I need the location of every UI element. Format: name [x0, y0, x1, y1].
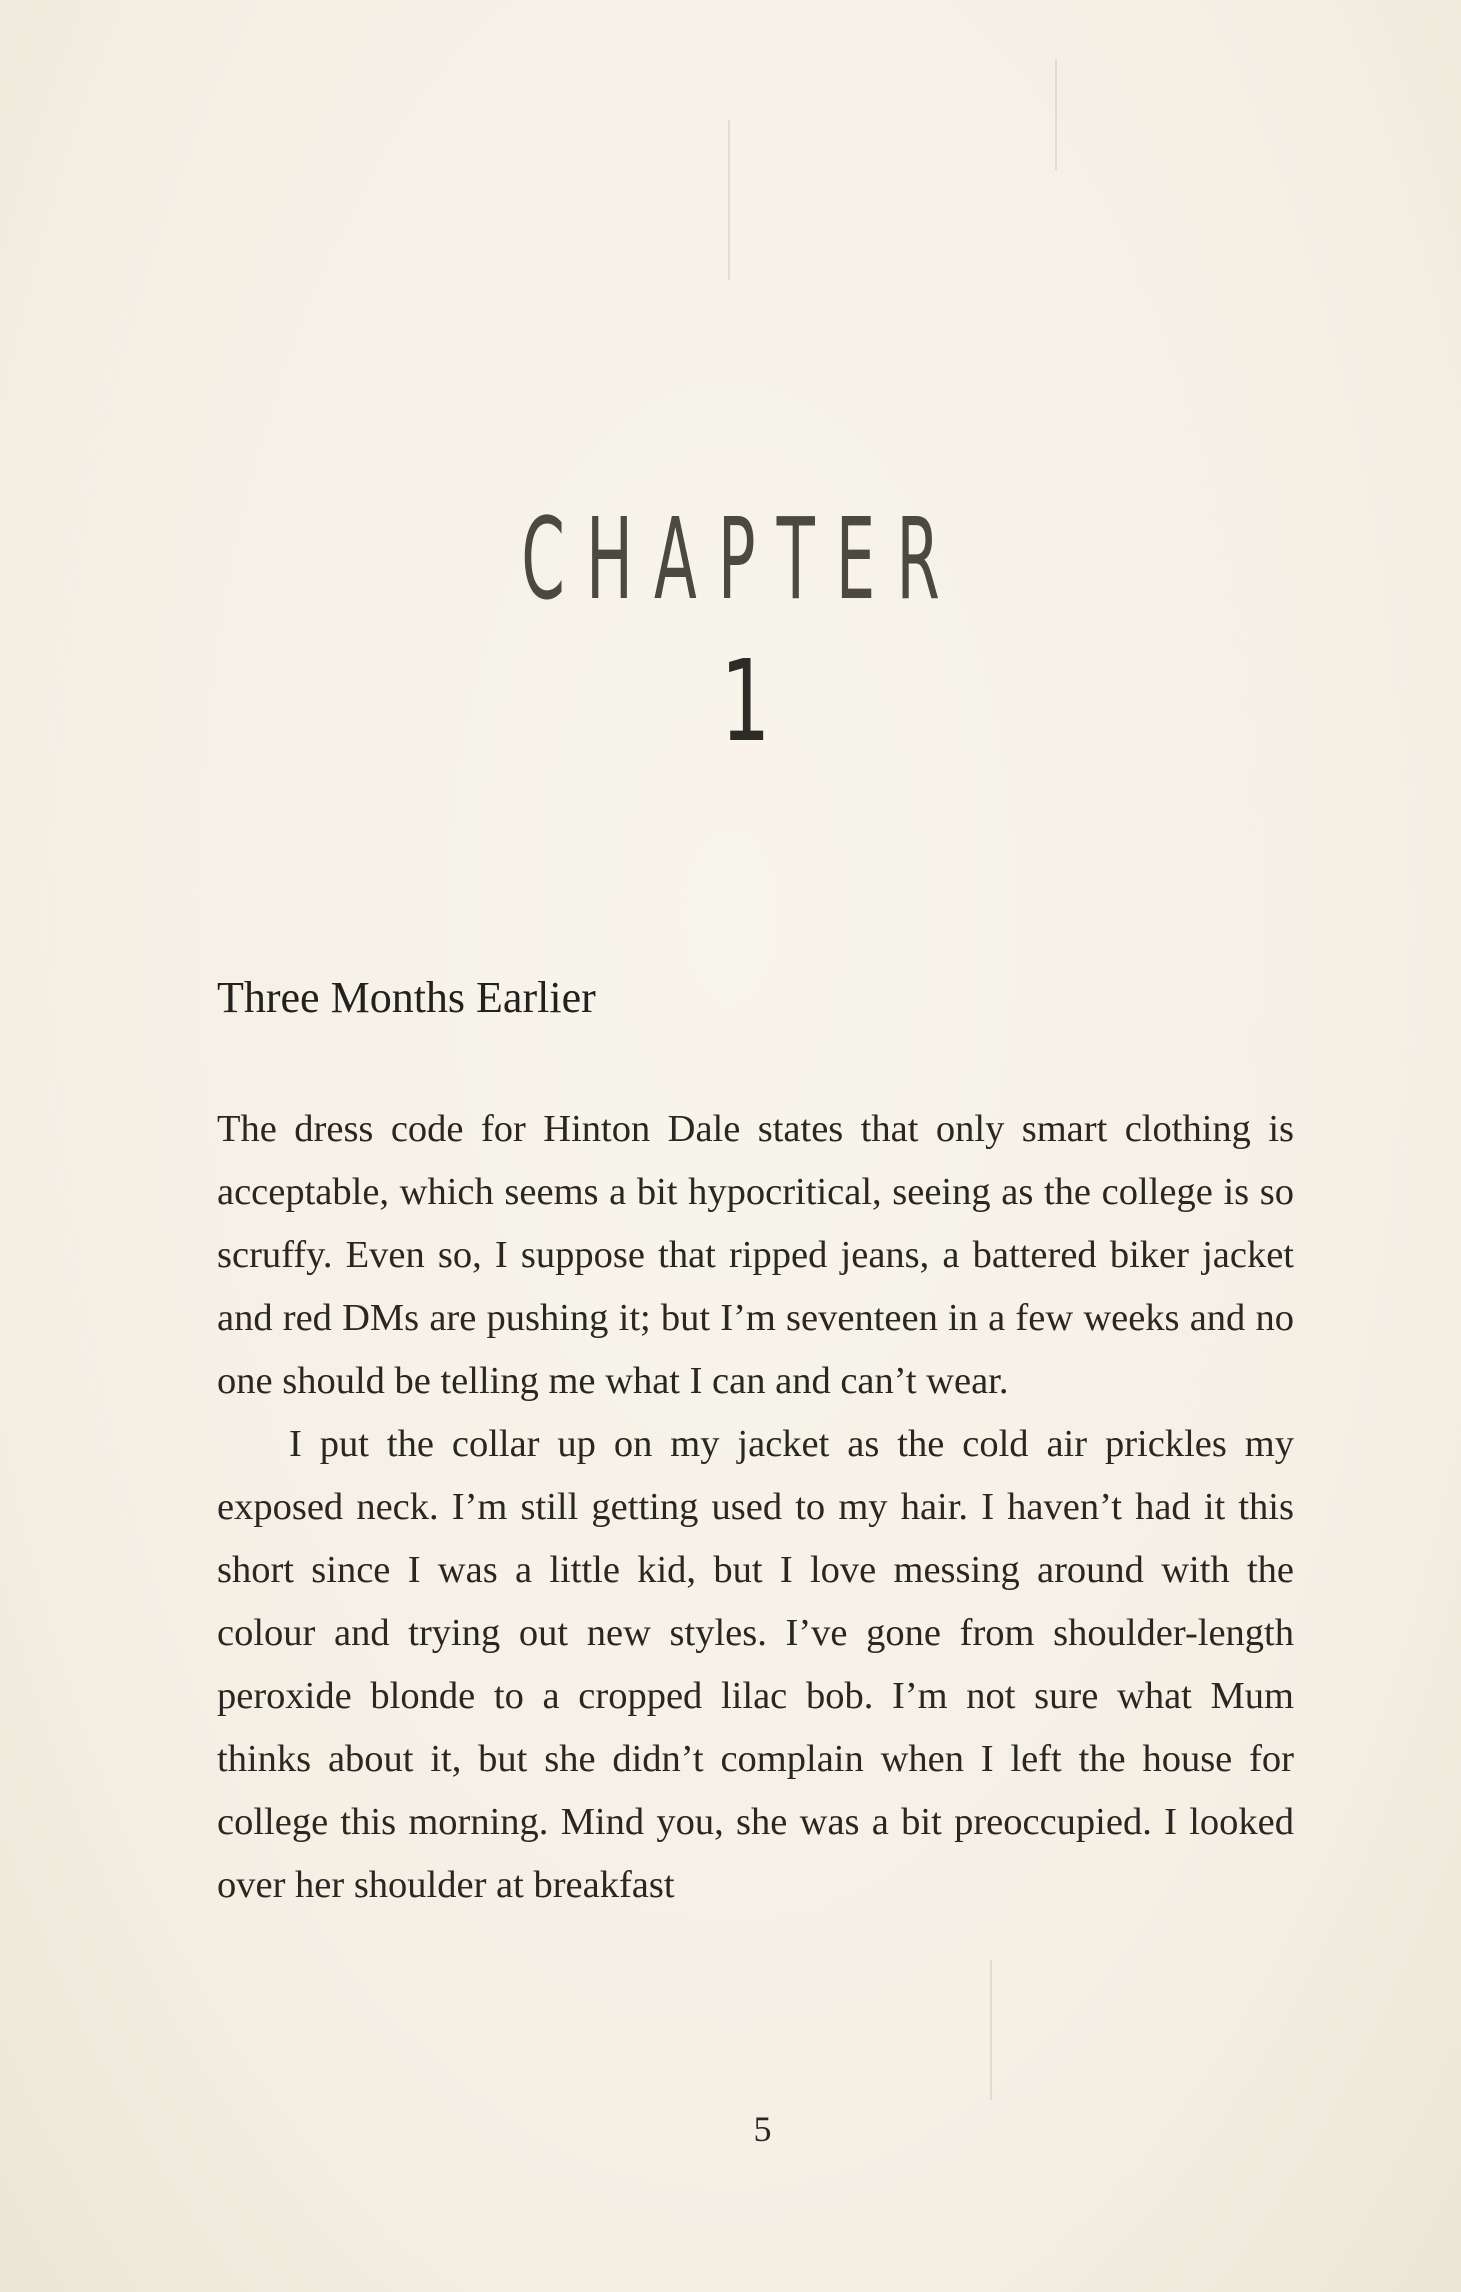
chapter-label: CHAPTER: [521, 495, 961, 625]
paragraph: The dress code for Hinton Dale states that only smart clothing is acceptable, which seems a bit hypocritical, seeing as the college is so scruffy. Even so, I suppose that ripped jeans, a battered biker jacket and red DMs are pushing it; but I’m seventeen in a few weeks and no one should be telling me what I can and can’t wear.: [217, 1108, 1294, 1402]
section-title: Three Months Earlier: [217, 973, 596, 1022]
page-number: 5: [753, 2109, 772, 2149]
body-text: [217, 1098, 1294, 1917]
paper-crease: [1055, 60, 1057, 170]
chapter-heading: [0, 495, 1461, 767]
paper-crease: [728, 120, 730, 280]
paragraph: I put the collar up on my jacket as the cold air prickles my exposed neck. I’m still getting used to my hair. I haven’t had it this short since I was a little kid, but I love messing around with the colour and trying out new styles. I’ve gone from shoulder-length peroxide blonde to a cropped lilac bob. I’m not sure what Mum thinks about it, but she didn’t complain when I left the house for college this morning. Mind you, she was a bit preoccupied. I looked over her shoulder at breakfast: [217, 1423, 1294, 1906]
paper-crease: [990, 1960, 992, 2100]
chapter-number: 1: [720, 637, 771, 767]
